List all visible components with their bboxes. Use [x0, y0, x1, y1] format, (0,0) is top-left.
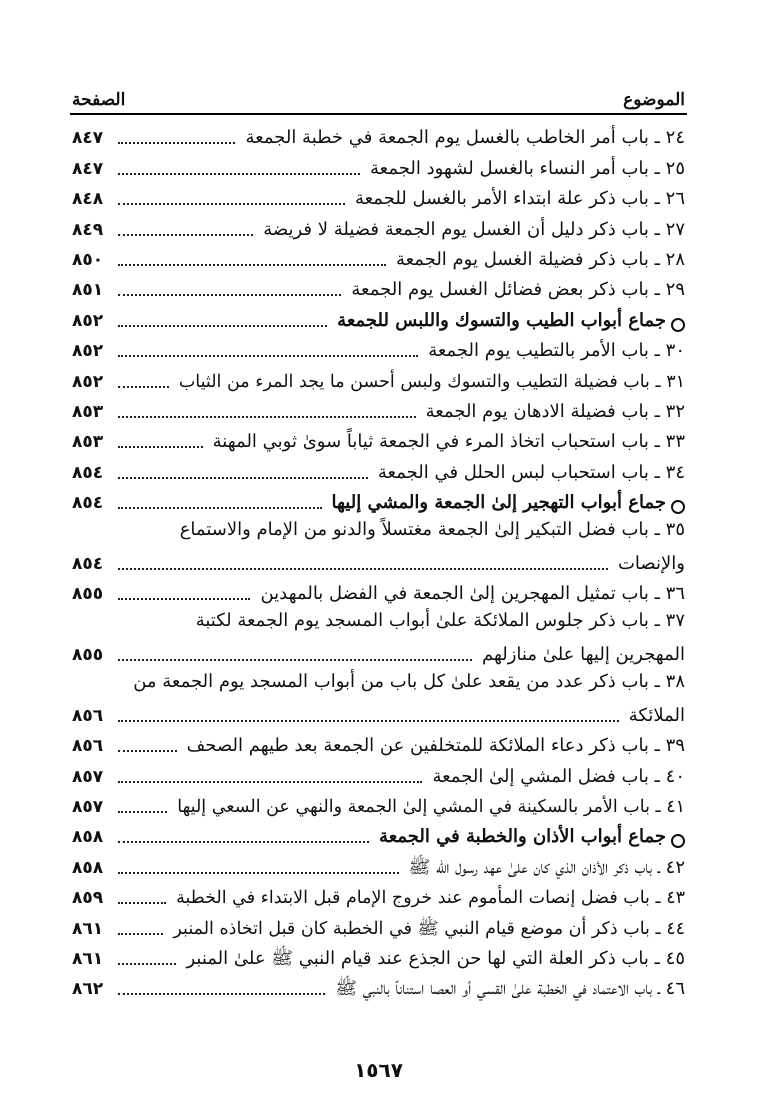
- entry-continuation: [72, 699, 685, 729]
- entry-page-number: ٨٥٧: [72, 766, 104, 787]
- toc-entry: [72, 790, 685, 820]
- toc-entry: [72, 668, 685, 729]
- entry-page-number: ٨٥٤: [72, 493, 104, 514]
- toc-entry: [72, 364, 685, 394]
- toc-entry: [72, 121, 685, 151]
- dot-leader: [118, 142, 235, 144]
- dot-leader: [118, 386, 169, 388]
- page-number: ١٥٦٧: [354, 1058, 403, 1082]
- dot-leader: [118, 416, 416, 418]
- entry-page-number: ٨٦٢: [72, 979, 104, 1000]
- page-column-label: الصفحة: [72, 90, 126, 110]
- dot-leader: [118, 173, 360, 175]
- toc-entry: [72, 881, 685, 911]
- dot-leader: [118, 203, 345, 205]
- entry-title: ٢٤ ـ باب أمر الخاطب بالغسل يوم الجمعة في خطبة الجمعة: [245, 127, 685, 149]
- entry-title: ٤١ ـ باب الأمر بالسكينة في المشي إلىٰ الجمعة والنهي عن السعي إليها: [177, 797, 685, 818]
- dot-leader: [118, 993, 325, 995]
- dot-leader: [118, 294, 341, 296]
- dot-leader: [118, 568, 608, 570]
- toc-section-heading: [72, 486, 685, 516]
- entry-title: ٤٣ ـ باب فضل إنصات المأموم عند خروج الإمام قبل الابتداء في الخطبة: [176, 888, 685, 909]
- dot-leader: [118, 234, 253, 236]
- toc-entry: [72, 942, 685, 972]
- circle-bullet-icon: [671, 834, 685, 848]
- entry-page-number: ٨٦١: [72, 918, 104, 939]
- toc-entry: [72, 425, 685, 455]
- entry-page-number: ٨٤٨: [72, 189, 104, 210]
- entry-title: ٢٥ ـ باب أمر النساء بالغسل لشهود الجمعة: [370, 157, 685, 179]
- circle-bullet-icon: [671, 318, 685, 332]
- entry-page-number: ٨٥٣: [72, 401, 104, 422]
- dot-leader: [118, 811, 167, 813]
- entry-title-line-1: ٣٧ ـ باب ذكر جلوس الملائكة علىٰ أبواب المسجد يوم الجمعة لكتبة: [195, 610, 685, 632]
- circle-bullet-icon: [671, 500, 685, 514]
- dot-leader: [118, 963, 176, 965]
- entry-page-number: ٨٥٦: [72, 705, 104, 726]
- dot-leader: [118, 933, 163, 935]
- entry-title: ٤٦ ـ باب الاعتماد في الخطبة علىٰ القسي أو العصا استناناً بالنبي ﷺ: [335, 978, 685, 1000]
- toc-entry: [72, 334, 685, 364]
- toc-entry: [72, 455, 685, 485]
- entry-title: ٣٢ ـ باب فضيلة الادهان يوم الجمعة: [425, 400, 685, 422]
- entry-continuation: [72, 638, 685, 668]
- section-title: جماع أبواب التهجير إلىٰ الجمعة والمشي إليها: [331, 492, 666, 514]
- entry-page-number: ٨٥٧: [72, 797, 104, 818]
- toc-section-heading: [72, 303, 685, 333]
- dot-leader: [118, 750, 177, 752]
- dot-leader: [118, 507, 322, 509]
- entry-title: ٢٨ ـ باب ذكر فضيلة الغسل يوم الجمعة: [395, 248, 685, 270]
- toc-entry: [72, 911, 685, 941]
- entry-page-number: ٨٥٩: [72, 888, 104, 909]
- entry-page-number: ٨٥٢: [72, 371, 104, 392]
- entry-page-number: ٨٥٨: [72, 857, 104, 878]
- toc-entry: [72, 577, 685, 607]
- dot-leader: [118, 598, 250, 600]
- entry-title: ٣٦ ـ باب تمثيل المهجرين إلىٰ الجمعة في الفضل بالمهدين: [260, 583, 685, 605]
- entry-page-number: ٨٥٢: [72, 310, 104, 331]
- entry-title: ٤٤ ـ باب ذكر أن موضع قيام النبي ﷺ في الخطبة كان قبل اتخاذه المنبر: [173, 918, 685, 939]
- entry-page-number: ٨٦١: [72, 948, 104, 969]
- dot-leader: [118, 355, 418, 357]
- entry-title-line-2: والإنصات: [617, 552, 685, 574]
- toc-entry: [72, 850, 685, 880]
- entry-title: ٣٣ ـ باب استحباب اتخاذ المرء في الجمعة ثياباً سوىٰ ثوبي المهنة: [212, 431, 685, 453]
- entry-page-number: ٨٤٩: [72, 219, 104, 240]
- toc-section-heading: [72, 820, 685, 850]
- dot-leader: [118, 841, 369, 843]
- section-title: جماع أبواب الطيب والتسوك واللبس للجمعة: [337, 309, 666, 331]
- entry-title-line-1: ٣٥ ـ باب فضل التبكير إلىٰ الجمعة مغتسلاً والدنو من الإمام والاستماع: [179, 519, 685, 541]
- entry-title: ٣٤ ـ باب استحباب لبس الحلل في الجمعة: [377, 461, 685, 483]
- entry-title: ٢٧ ـ باب ذكر دليل أن الغسل يوم الجمعة فضيلة لا فريضة: [263, 218, 685, 240]
- dot-leader: [118, 902, 166, 904]
- entry-page-number: ٨٤٧: [72, 128, 104, 149]
- toc-entry: [72, 243, 685, 273]
- entry-title: ٣١ ـ باب فضيلة التطيب والتسوك ولبس أحسن ما يجد المرء من الثياب: [178, 371, 685, 392]
- dot-leader: [118, 446, 203, 448]
- topic-column-label: الموضوع: [623, 90, 685, 110]
- entry-title: ٢٩ ـ باب ذكر بعض فضائل الغسل يوم الجمعة: [351, 279, 685, 301]
- toc-entry: [72, 607, 685, 668]
- entry-title: ٤٠ ـ باب فضل المشي إلىٰ الجمعة: [432, 765, 685, 787]
- entry-title: ٣٩ ـ باب ذكر دعاء الملائكة للمتخلفين عن الجمعة بعد طيهم الصحف: [186, 735, 685, 757]
- toc-entry: [72, 182, 685, 212]
- toc-entry: [72, 151, 685, 181]
- entry-title: ٢٦ ـ باب ذكر علة ابتداء الأمر بالغسل للجمعة: [354, 188, 685, 210]
- entry-title: ٤٢ ـ باب ذكر الأذان الذي كان علىٰ عهد رسول الله ﷺ: [408, 856, 685, 878]
- toc-entry: [72, 972, 685, 1002]
- entry-page-number: ٨٥٥: [72, 645, 104, 666]
- toc-entry: [72, 729, 685, 759]
- toc-header: [72, 86, 685, 110]
- dot-leader: [118, 325, 327, 327]
- section-title: جماع أبواب الأذان والخطبة في الجمعة: [379, 826, 666, 848]
- toc-entry: [72, 273, 685, 303]
- entry-title-line-2: الملائكة: [628, 704, 685, 726]
- entry-page-number: ٨٥٣: [72, 432, 104, 453]
- dot-leader: [118, 264, 386, 266]
- dot-leader: [118, 659, 472, 661]
- dot-leader: [118, 781, 422, 783]
- dot-leader: [118, 477, 368, 479]
- dot-leader: [118, 720, 619, 722]
- entry-page-number: ٨٥٢: [72, 341, 104, 362]
- entry-page-number: ٨٥٠: [72, 249, 104, 270]
- entry-page-number: ٨٤٧: [72, 158, 104, 179]
- entry-page-number: ٨٥١: [72, 280, 104, 301]
- entry-title-line-2: المهجرين إليها علىٰ منازلهم: [481, 644, 685, 666]
- entry-title: ٤٥ ـ باب ذكر العلة التي لها حن الجذع عند قيام النبي ﷺ علىٰ المنبر: [186, 947, 685, 969]
- dot-leader: [118, 872, 399, 874]
- entry-page-number: ٨٥٤: [72, 553, 104, 574]
- toc-entry: [72, 212, 685, 242]
- entry-continuation: [72, 547, 685, 577]
- entry-page-number: ٨٥٥: [72, 584, 104, 605]
- entry-page-number: ٨٥٤: [72, 462, 104, 483]
- entry-title: ٣٠ ـ باب الأمر بالتطيب يوم الجمعة: [428, 340, 685, 362]
- entry-title-line-1: ٣٨ ـ باب ذكر عدد من يقعد علىٰ كل باب من أبواب المسجد يوم الجمعة من: [133, 671, 685, 693]
- header-rule: [70, 113, 687, 115]
- toc-entry: [72, 516, 685, 577]
- toc-entry: [72, 759, 685, 789]
- table-of-contents: [72, 121, 685, 1002]
- entry-page-number: ٨٥٨: [72, 827, 104, 848]
- entry-page-number: ٨٥٦: [72, 736, 104, 757]
- toc-entry: [72, 395, 685, 425]
